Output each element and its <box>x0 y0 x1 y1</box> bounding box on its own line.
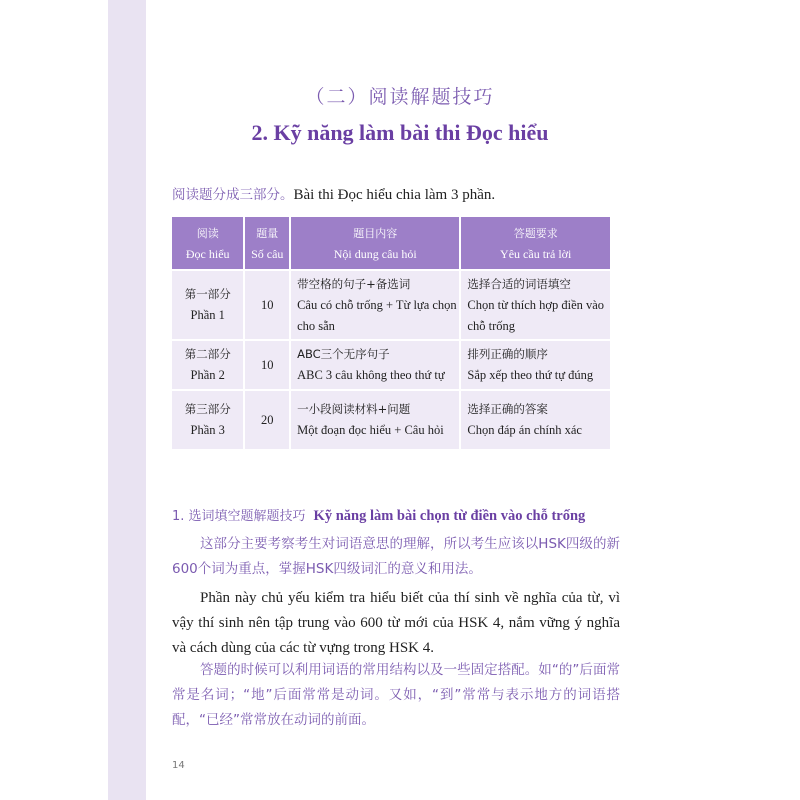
table-row <box>172 391 610 449</box>
intro-vietnamese: Bài thi Đọc hiểu chia làm 3 phần. <box>293 187 496 203</box>
section-heading-chinese: （二）阅读解题技巧 <box>305 86 495 108</box>
paragraph-vietnamese: Phần này chủ yếu kiểm tra hiểu biết của thí sinh về nghĩa của từ, vì vậy thí sinh nên tập trung vào 600 từ mới của HSK 4, nắm vững ý nghĩa và cách dùng của các từ vựng trong HSK 4. <box>172 590 620 656</box>
part-cell: 第二部分 Phần 2 <box>172 341 243 389</box>
page-number: 14 <box>172 760 185 771</box>
intro-chinese: 阅读题分成三部分。 <box>172 187 294 203</box>
table-header-row <box>172 217 610 269</box>
count-cell: 20 <box>245 391 289 449</box>
table-row <box>172 341 610 389</box>
paragraph-chinese-2: 答题的时候可以利用词语的常用结构以及一些固定搭配。如“的”后面常常是名词；“地”后面常常是动词。又如，“到”常常与表示地方的词语搭配，“已经”常常放在动词的前面。 <box>172 662 620 728</box>
content-cell: 带空格的句子+备选词 Câu có chỗ trống + Từ lựa chọn cho sẵn <box>291 271 459 339</box>
header-cell-content: 题目内容 Nội dung câu hỏi <box>291 217 459 269</box>
subsection-heading <box>172 505 585 525</box>
intro-line <box>172 183 495 204</box>
requirement-cell: 选择合适的词语填空 Chọn từ thích hợp điền vào chỗ trống <box>461 271 610 339</box>
header-cell-reading: 阅读 Đọc hiểu <box>172 217 243 269</box>
content-cell: ABC三个无序句子 ABC 3 câu không theo thứ tự <box>291 341 459 389</box>
requirement-cell: 选择正确的答案 Chọn đáp án chính xác <box>461 391 610 449</box>
paragraph-chinese-1: 这部分主要考察考生对词语意思的理解，所以考生应该以HSK四级的新600个词为重点，掌握HSK四级词汇的意义和用法。 <box>172 536 620 577</box>
section-heading-vietnamese: 2. Kỹ năng làm bài thi Đọc hiểu <box>251 120 549 145</box>
part-cell: 第三部分 Phần 3 <box>172 391 243 449</box>
reading-parts-table <box>170 215 612 451</box>
requirement-cell: 排列正确的顺序 Sắp xếp theo thứ tự đúng <box>461 341 610 389</box>
part-cell: 第一部分 Phần 1 <box>172 271 243 339</box>
content-cell: 一小段阅读材料+问题 Một đoạn đọc hiểu + Câu hỏi <box>291 391 459 449</box>
table-row <box>172 271 610 339</box>
subsection-heading-chinese: 1. 选词填空题解题技巧 <box>172 509 306 524</box>
header-cell-requirement: 答题要求 Yêu cầu trả lời <box>461 217 610 269</box>
count-cell: 10 <box>245 341 289 389</box>
header-cell-count: 题量 Số câu <box>245 217 289 269</box>
count-cell: 10 <box>245 271 289 339</box>
subsection-heading-vietnamese: Kỹ năng làm bài chọn từ điền vào chỗ trống <box>313 508 586 524</box>
